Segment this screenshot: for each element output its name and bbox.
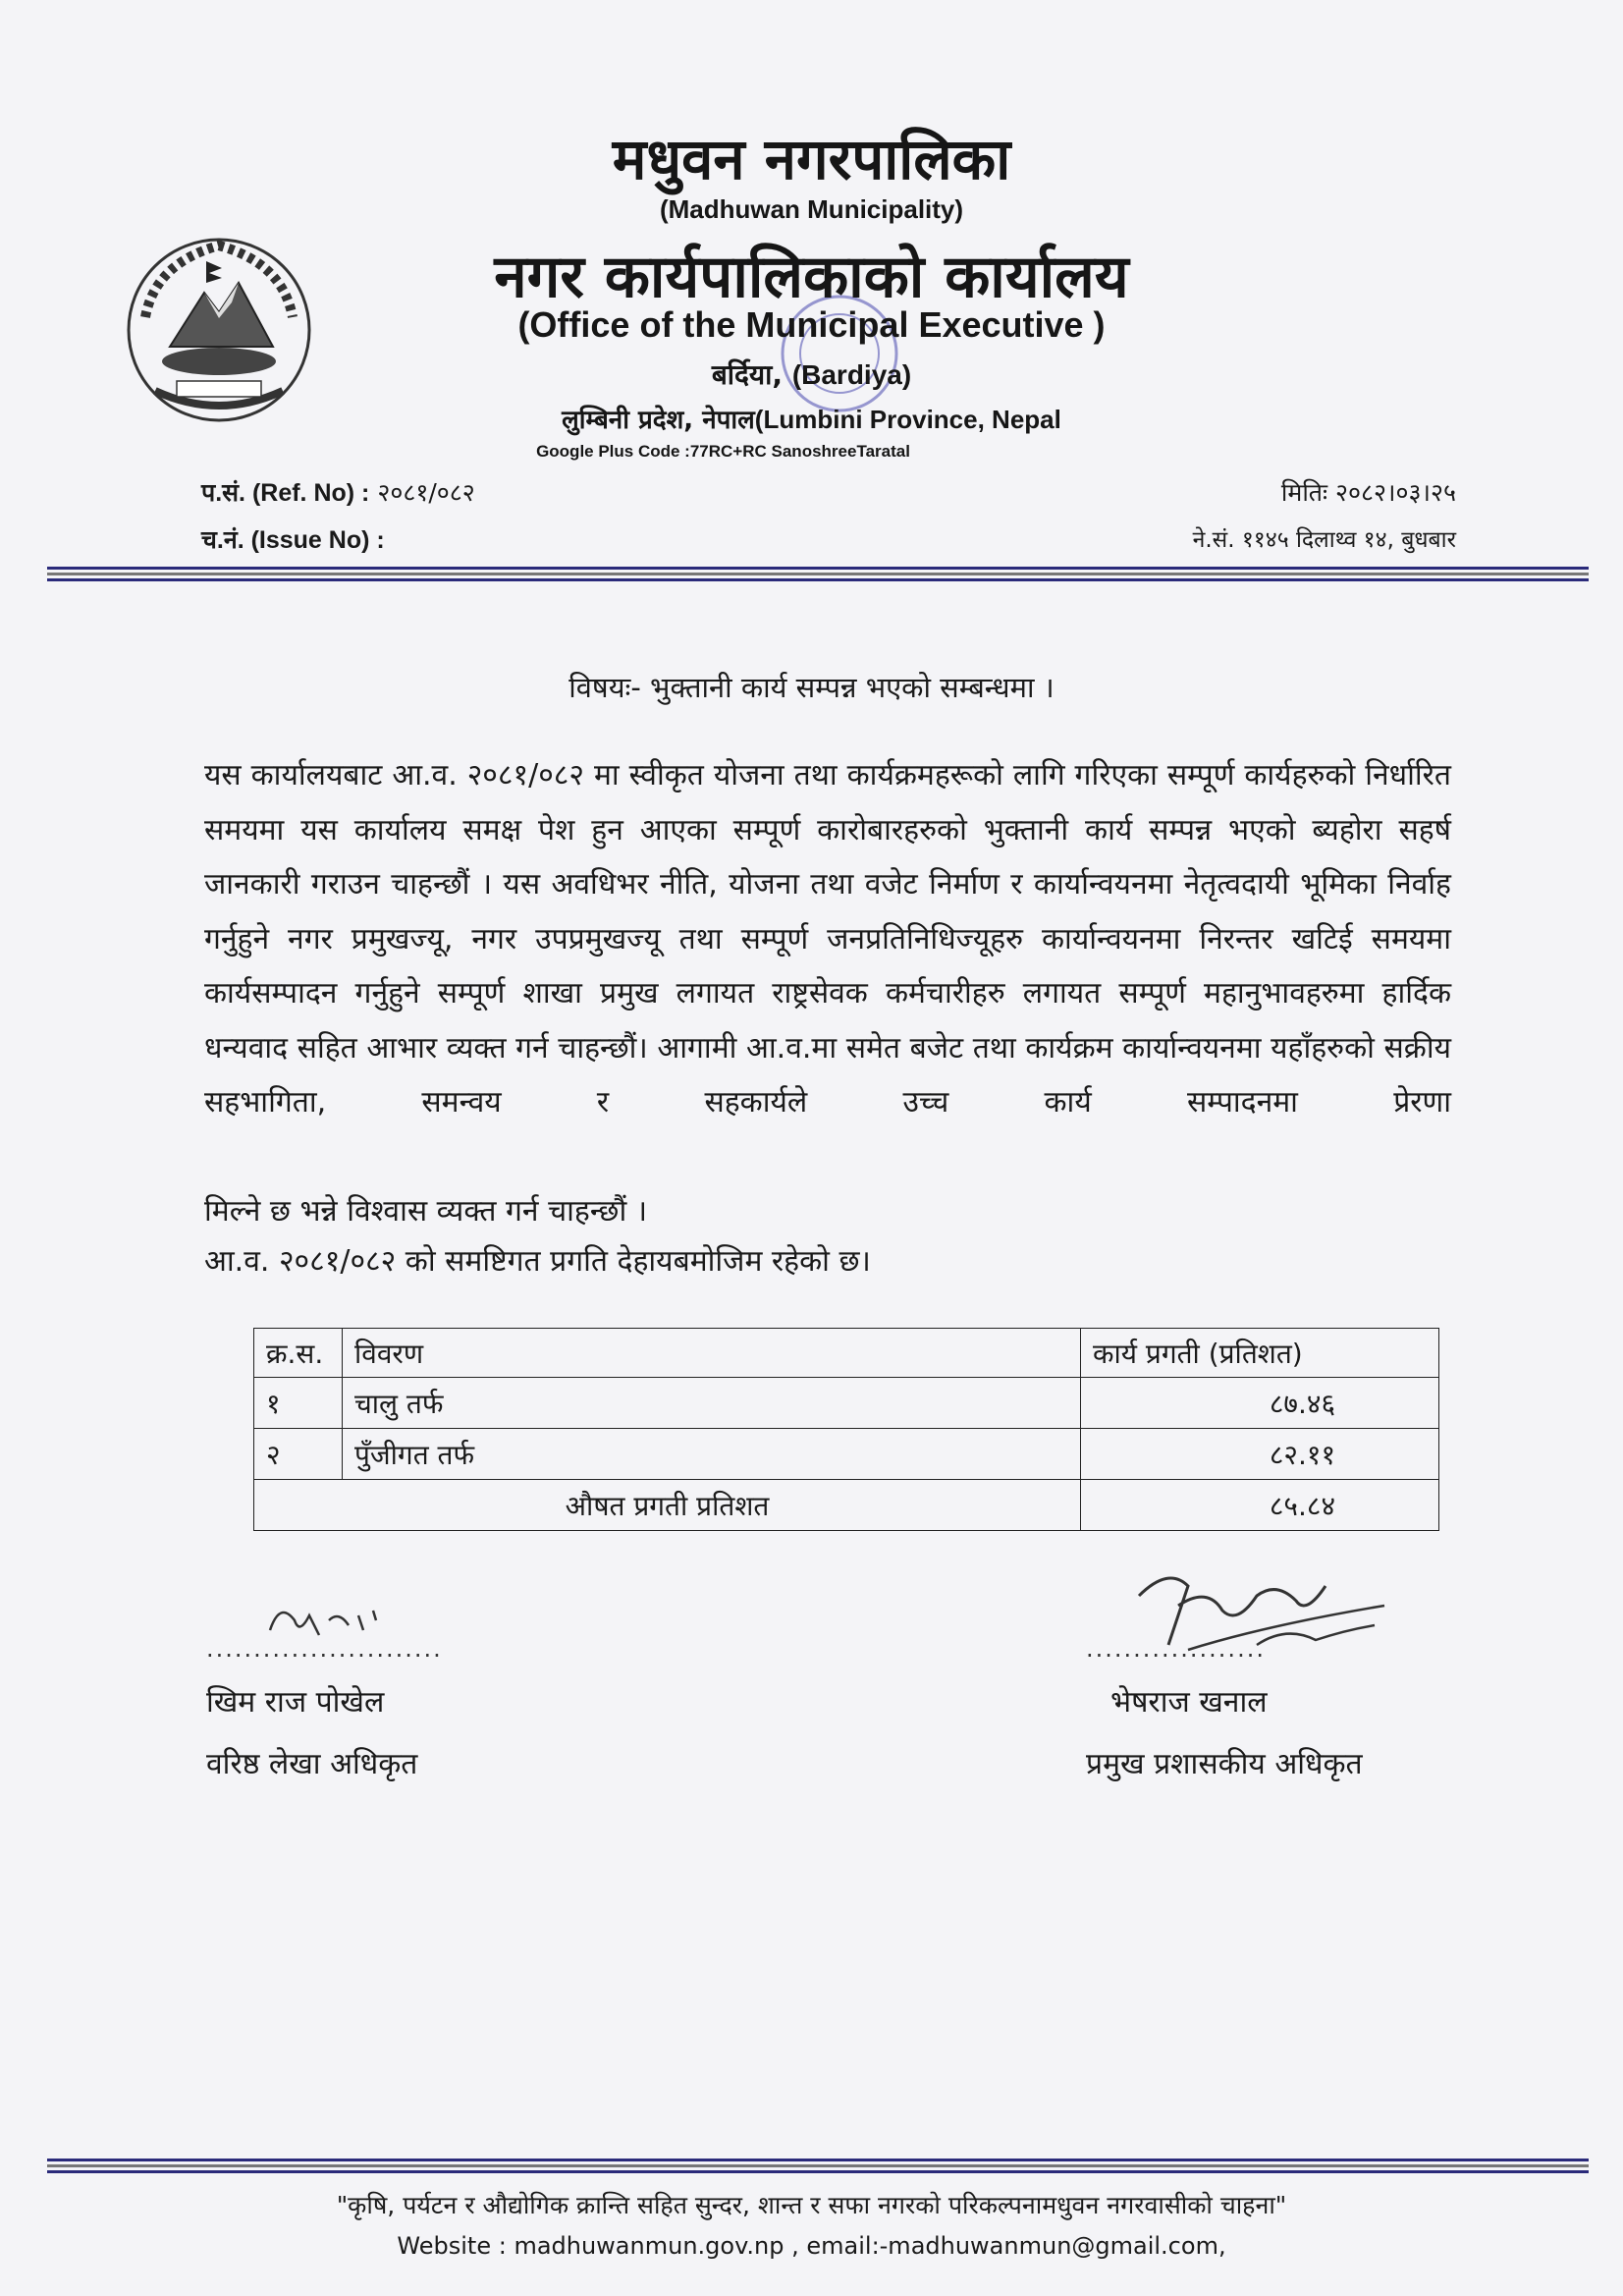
province-en: (Lumbini Province, Nepal bbox=[754, 405, 1061, 434]
district-en: (Bardiya) bbox=[791, 359, 912, 390]
right-signatory-title: प्रमुख प्रशासकीय अधिकृत bbox=[1086, 1747, 1363, 1781]
table-row bbox=[254, 1429, 1439, 1480]
province-line bbox=[0, 401, 1623, 436]
left-signatory-name: खिम राज पोखेल bbox=[206, 1685, 385, 1720]
footer-motto: "कृषि, पर्यटन र औद्योगिक क्रान्ति सहित सुन्दर, शान्त र सफा नगरको परिकल्पनामधुवन नगरवासीको चाहना" bbox=[336, 2191, 1287, 2219]
summary-line: आ.व. २०८१/०८२ को समष्टिगत प्रगति देहायबमोजिम रहेको छ। bbox=[204, 1244, 871, 1279]
province-np: लुम्बिनी प्रदेश, नेपाल bbox=[562, 406, 755, 435]
table-row bbox=[254, 1378, 1439, 1429]
header-desc: विवरण bbox=[343, 1329, 1081, 1378]
issue-no bbox=[201, 522, 385, 556]
left-signature-dots: ......................... bbox=[206, 1635, 443, 1663]
cell-sn: १ bbox=[254, 1378, 343, 1429]
cell-progress: ८७.४६ bbox=[1081, 1378, 1439, 1429]
district-np: बर्दिया, bbox=[711, 358, 784, 391]
table-total-row bbox=[254, 1480, 1439, 1531]
total-value: ८५.८४ bbox=[1081, 1480, 1439, 1531]
right-signatory-name: भेषराज खनाल bbox=[1110, 1685, 1268, 1720]
ref-value: २०८१/०८२ bbox=[377, 478, 475, 507]
footer-divider bbox=[47, 2159, 1589, 2176]
plus-code: Google Plus Code :77RC+RC SanoshreeTaratal bbox=[536, 442, 910, 461]
nepal-sambat-date: ने.सं. ११४५ दिलाथ्व १४, बुधबार bbox=[1192, 527, 1456, 553]
table-header-row bbox=[254, 1329, 1439, 1378]
left-signatory bbox=[206, 1596, 520, 1782]
office-name-np: नगर कार्यपालिकाको कार्यालय bbox=[494, 243, 1129, 311]
cell-desc: पुँजीगत तर्फ bbox=[343, 1429, 1081, 1480]
ref-no bbox=[201, 475, 475, 509]
footer-contact: Website : madhuwanmun.gov.np , email:-madhuwanmun@gmail.com, bbox=[397, 2232, 1226, 2260]
issue-label: च.नं. (Issue No) : bbox=[201, 526, 385, 554]
subject-line: विषयः- भुक्तानी कार्य सम्पन्न भएको सम्बन्धमा । bbox=[568, 671, 1055, 704]
cell-sn: २ bbox=[254, 1429, 343, 1480]
progress-table bbox=[253, 1328, 1439, 1531]
date-label: मितिः bbox=[1280, 478, 1328, 507]
cell-progress: ८२.११ bbox=[1081, 1429, 1439, 1480]
header-sn: क्र.स. bbox=[254, 1329, 343, 1378]
ref-label: प.सं. (Ref. No) : bbox=[201, 479, 370, 507]
right-signatory bbox=[1086, 1571, 1439, 1782]
office-name-en: (Office of the Municipal Executive ) bbox=[517, 304, 1106, 345]
header-divider bbox=[47, 567, 1589, 584]
header-progress: कार्य प्रगती (प्रतिशत) bbox=[1081, 1329, 1439, 1378]
cell-desc: चालु तर्फ bbox=[343, 1378, 1081, 1429]
org-name-en: (Madhuwan Municipality) bbox=[659, 194, 964, 224]
org-name-np: मधुवन नगरपालिका bbox=[612, 126, 1011, 192]
date-value: २०८२।०३।२५ bbox=[1335, 478, 1456, 507]
body-paragraph: यस कार्यालयबाट आ.व. २०८१/०८२ मा स्वीकृत योजना तथा कार्यक्रमहरूको लागि गरिएका सम्पूर्ण कार्यहरुको निर्धारित समयमा यस कार्यालय समक्ष पेश हुन आएका सम्पूर्ण कारोबारहरुको भुक्तानी कार्य सम्पन्न भएको ब्यहोरा सहर्ष जानकारी गराउन चाहन्छौं । यस अवधिभर नीति, योजना तथा वजेट निर्माण र कार्यान्वयनमा नेतृत्वदायी भूमिका निर्वाह गर्नुहुने नगर प्रमुखज्यू, नगर उपप्रमुखज्यू तथा सम्पूर्ण जनप्रतिनिधिज्यूहरु कार्यान्वयनमा निरन्तर खटिई समयमा कार्यसम्पादन गर्नुहुने सम्पूर्ण शाखा प्रमुख लगायत राष्ट्रसेवक कर्मचारीहरु लगायत सम्पूर्ण महानुभावहरुमा हार्दिक धन्यवाद सहित आभार व्यक्त गर्न चाहन्छौं। आगामी आ.व.मा समेत बजेट तथा कार्यक्रम कार्यान्वयनमा यहाँहरुको सक्रीय सहभागिता, समन्वय र सहकार्यले उच्च कार्य सम्पादनमा प्रेरणा bbox=[204, 758, 1451, 1120]
right-signature-dots: ................... bbox=[1086, 1635, 1266, 1663]
total-label: औषत प्रगती प्रतिशत bbox=[254, 1480, 1081, 1531]
date bbox=[1281, 475, 1456, 509]
body-paragraph-end: मिल्ने छ भन्ने विश्वास व्यक्त गर्न चाहन्छौं । bbox=[204, 1194, 648, 1229]
district-line bbox=[0, 355, 1623, 393]
left-signatory-title: वरिष्ठ लेखा अधिकृत bbox=[206, 1747, 418, 1781]
